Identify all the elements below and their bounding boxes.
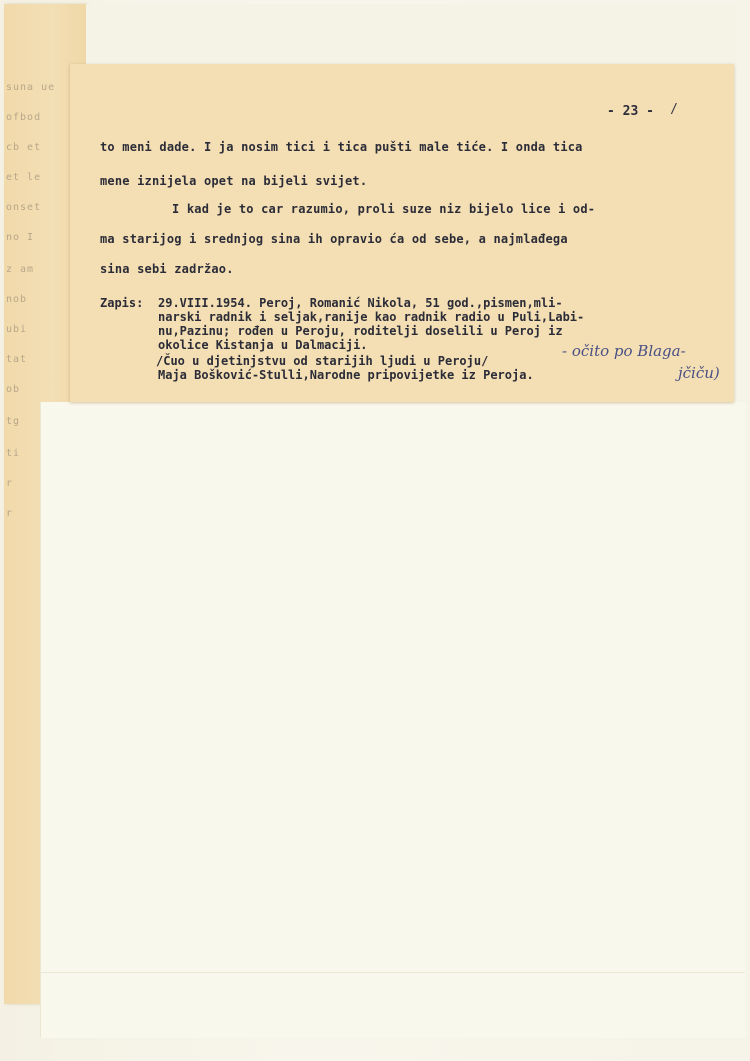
underlay-text: onset xyxy=(6,202,42,213)
lower-paper xyxy=(40,402,746,1038)
page-number: - 23 - xyxy=(607,104,654,119)
handwritten-note: - očito po Blaga- xyxy=(562,342,686,360)
pen-mark: / xyxy=(670,102,678,117)
record-line: okolice Kistanja u Dalmaciji. xyxy=(158,338,368,352)
text-line: I kad je to car razumio, proli suze niz bijelo lice i od- xyxy=(172,202,596,216)
record-line: 29.VIII.1954. Peroj, Romanić Nikola, 51 god.,pismen,mli- xyxy=(158,296,563,310)
underlay-text: ubi xyxy=(6,324,28,335)
underlay-text: ti xyxy=(6,448,21,459)
underlay-text: no I xyxy=(6,232,35,243)
record-line: nu,Pazinu; rođen u Peroju, roditelji doselili u Peroj iz xyxy=(158,324,563,338)
underlay-text: r xyxy=(6,508,14,519)
underlay-text: r xyxy=(6,478,14,489)
pasted-typescript xyxy=(70,64,734,402)
underlay-text: nob xyxy=(6,294,28,305)
underlay-text: ofbod xyxy=(6,112,42,123)
text-line: ma starijog i srednjog sina ih opravio ća od sebe, a najmlađega xyxy=(100,232,568,246)
text-line: sina sebi zadržao. xyxy=(100,262,234,276)
underlay-text: et le xyxy=(6,172,42,183)
underlay-text: cb et xyxy=(6,142,42,153)
underlay-text: z am xyxy=(6,264,35,275)
text-line: to meni dade. I ja nosim tici i tica pušti male tiće. I onda tica xyxy=(100,140,583,154)
upper-paper xyxy=(86,4,736,64)
record-line: /Čuo u djetinjstvu od starijih ljudi u Peroju/ xyxy=(156,354,489,368)
record-label: Zapis: xyxy=(100,296,144,310)
underlay-text: tat xyxy=(6,354,28,365)
underlay-text: tg xyxy=(6,416,21,427)
text-line: mene iznijela opet na bijeli svijet. xyxy=(100,174,368,188)
handwritten-note: jčiču) xyxy=(678,364,720,382)
underlay-text: ob xyxy=(6,384,21,395)
record-line: Maja Bošković-Stulli,Narodne pripovijetke iz Peroja. xyxy=(158,368,534,382)
fold-line xyxy=(40,972,745,973)
record-line: narski radnik i seljak,ranije kao radnik radio u Puli,Labi- xyxy=(158,310,585,324)
underlay-text: suna ue xyxy=(6,82,56,93)
